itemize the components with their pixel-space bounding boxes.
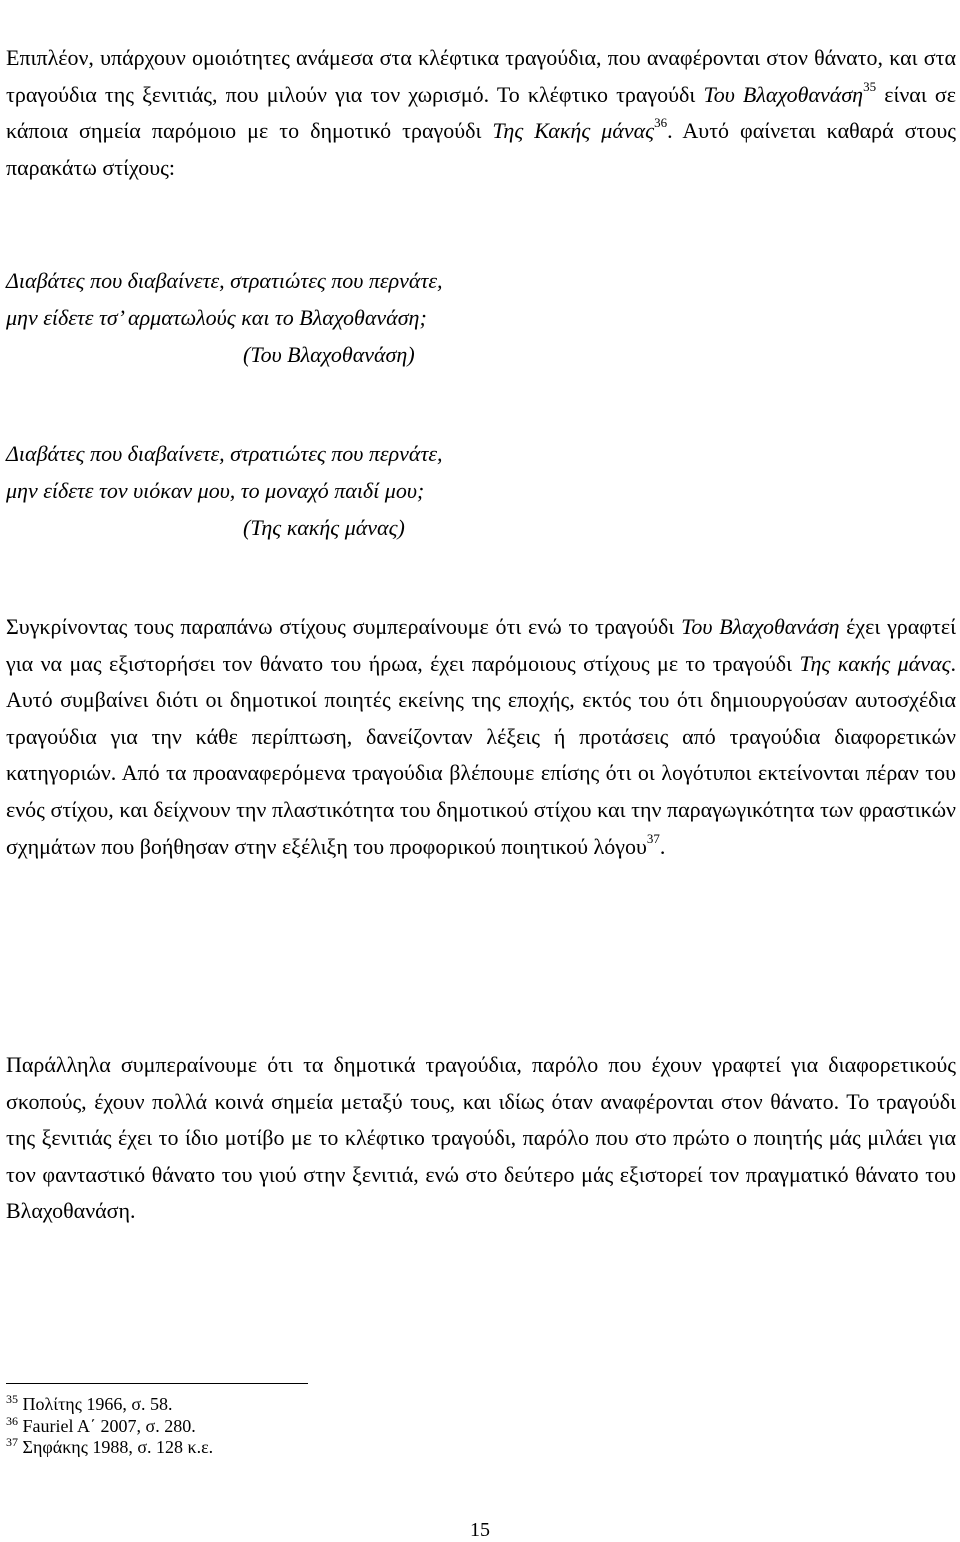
- footnote-number: 35: [6, 1392, 18, 1406]
- paragraph-comparison: [6, 609, 956, 865]
- paragraph-text: είναι σε κάποια σημεία παρόμοιο με το δημοτικό τραγούδι: [6, 81, 956, 144]
- poem-line: μην είδετε τον υιόκαν μου, το μοναχό παιδί μου;: [6, 478, 425, 503]
- footnote-ref[interactable]: 36: [654, 115, 668, 131]
- poem-excerpt-2: [6, 435, 956, 546]
- paragraph-text: .: [659, 833, 666, 859]
- song-title-italic: Της κακής μάνας: [799, 650, 951, 676]
- footnote-text: Σηφάκης 1988, σ. 128 κ.ε.: [22, 1437, 214, 1457]
- footnote-ref[interactable]: 35: [863, 78, 877, 94]
- paragraph-text: . Αυτό φαίνεται καθαρά στους παρακάτω στίχους:: [6, 118, 956, 180]
- paragraph-conclusion: [6, 1047, 956, 1230]
- paragraph-text: . Αυτό συμβαίνει διότι οι δημοτικοί ποιητές εκείνης της εποχής, εκτός του ότι δημιουργούσαν αυτοσχέδια τραγούδια για την κάθε περίπτωση, δανείζονταν λέξεις ή προτάσεις από τραγούδια διαφορετικών κατηγοριών. Από τα προαναφερόμενα τραγούδια βλέπουμε επίσης ότι οι λογότυποι εκτείνονται πέραν του ενός στίχου, και δείχνουν την πλαστικότητα του δημοτικού στίχου και την παραγωγικότητα των φραστικών σχημάτων που βοήθησαν στην εξέλιξη του προφορικού ποιητικού λόγου: [6, 650, 956, 859]
- poem-attribution: (Της κακής μάνας): [243, 515, 405, 540]
- song-title-italic: Του Βλαχοθανάση: [703, 81, 864, 107]
- footnote-item: [6, 1394, 213, 1416]
- poem-excerpt-1: [6, 262, 956, 373]
- footnote-separator: [6, 1383, 308, 1384]
- footnotes: [6, 1394, 213, 1459]
- song-title-italic: Του Βλαχοθανάση: [681, 614, 840, 639]
- page-number: 15: [470, 1519, 490, 1541]
- footnote-ref[interactable]: 37: [646, 830, 660, 846]
- poem-attribution: (Του Βλαχοθανάση): [243, 342, 415, 367]
- poem-line: Διαβάτες που διαβαίνετε, στρατιώτες που περνάτε,: [6, 268, 443, 293]
- footnote-number: 36: [6, 1413, 18, 1428]
- paragraph-text: Παράλληλα συμπεραίνουμε ότι τα δημοτικά τραγούδια, παρόλο που έχουν γραφτεί για διαφορετικούς σκοπούς, έχουν πολλά κοινά σημεία μεταξύ τους, και ιδίως όταν αναφέρονται στον θάνατο. Το τραγούδι της ξενιτιάς έχει το ίδιο μοτίβο με το κλέφτικο τραγούδι, παρόλο που στο πρώτο ο ποιητής μάς μιλάει για τον φανταστικό θάνατο του γιού στην ξενιτιά, ενώ στο δεύτερο μάς εξιστορεί τον πραγματικό θάνατο του Βλαχοθανάση.: [6, 1052, 956, 1224]
- paragraph-text: Συγκρίνοντας τους παραπάνω στίχους συμπεραίνουμε ότι ενώ το τραγούδι: [6, 614, 682, 639]
- footnote-number: 37: [6, 1435, 18, 1449]
- footnote-item: [6, 1413, 213, 1438]
- paragraph-text: έχει γραφτεί για να μας εξιστορήσει τον θάνατο του ήρωα, έχει παρόμοιους στίχους με το τραγούδι: [6, 614, 956, 676]
- footnote-text: Πολίτης 1966, σ. 58.: [22, 1394, 173, 1414]
- footnote-text: Fauriel A΄ 2007, σ. 280.: [22, 1415, 196, 1436]
- paragraph-intro: [6, 40, 956, 186]
- footnote-item: [6, 1437, 213, 1459]
- poem-line: Διαβάτες που διαβαίνετε, στρατιώτες που περνάτε,: [6, 441, 443, 466]
- poem-line: μην είδετε τσ’ αρματωλούς και το Βλαχοθανάση;: [6, 305, 427, 330]
- paragraph-text: Επιπλέον, υπάρχουν ομοιότητες ανάμεσα στα κλέφτικα τραγούδια, που αναφέρονται στον θάνατο, και στα τραγούδια της ξενιτιάς, που μιλούν για τον χωρισμό. Το κλέφτικο τραγούδι: [6, 45, 956, 107]
- song-title-italic: Της Κακής μάνας: [492, 118, 655, 144]
